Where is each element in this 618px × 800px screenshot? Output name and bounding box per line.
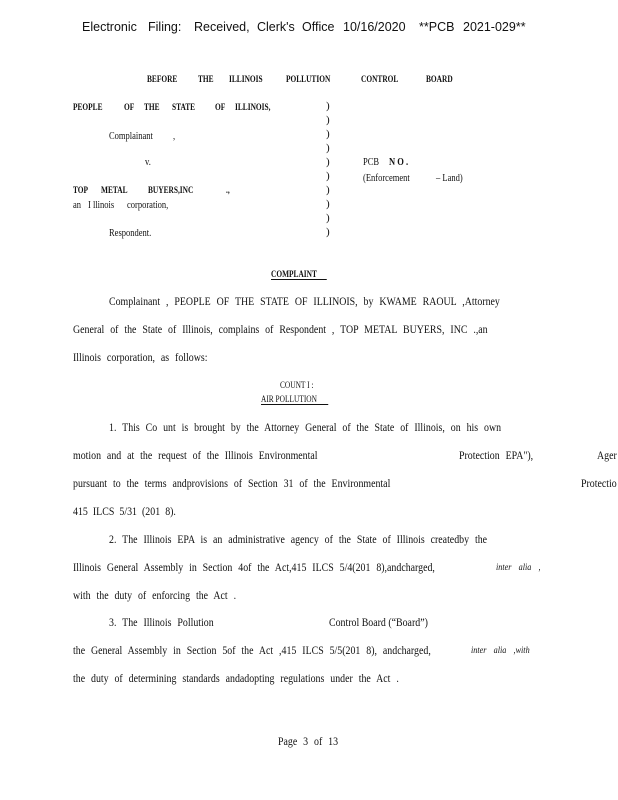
count-subheading: AIR POLLUTION [261, 394, 328, 405]
filing-header-pcb: **PCB [419, 20, 455, 34]
filing-header-received: Received, [194, 20, 250, 34]
para2-line-1: 2. The Illinois EPA is an administrative agency of the State of Illinois createdby the [109, 534, 488, 546]
caption-illinois-3: I llinois [88, 200, 115, 211]
caption-buyers: BUYERS,INC [148, 185, 194, 195]
para1-line-2a: motion and at the request of the Illinois Environmental [73, 450, 318, 462]
count-heading: COUNT I : [280, 380, 314, 390]
complaint-title: COMPLAINT [271, 269, 327, 280]
para1-line-4: 415 ILCS 5/31 (201 8). [73, 506, 176, 518]
caption-dotcomma: ., [226, 185, 230, 195]
caption-land: – Land) [436, 173, 463, 184]
caption-complainant-comma: , [173, 131, 176, 142]
page-number: Page 3 of 13 [278, 736, 339, 748]
filing-header-number: 2021-029** [463, 20, 526, 34]
caption-of-2: OF [215, 102, 226, 112]
caption-state: STATE [172, 102, 196, 112]
caption-versus: v. [145, 157, 151, 168]
caption-control: CONTROL [361, 74, 399, 84]
caption-people: PEOPLE [73, 102, 103, 112]
para2-line-2b: inter alia , [496, 563, 541, 573]
intro-line-2: General of the State of Illinois, complains of Respondent , TOP METAL BUYERS, INC .,an [73, 324, 488, 336]
caption-corporation: corporation, [127, 200, 169, 211]
caption-board: BOARD [426, 74, 453, 84]
filing-header-filing: Filing: [148, 20, 182, 34]
caption-before: BEFORE [147, 74, 178, 84]
para3-line-2b: inter alia ,with [471, 646, 530, 656]
caption-metal: METAL [101, 185, 128, 195]
para1-line-3b: Protectio [581, 478, 617, 490]
caption-illinois-2: ILLINOIS, [235, 102, 271, 112]
para1-line-1: 1. This Co unt is brought by the Attorney General of the State of Illinois, on his own [109, 422, 502, 434]
para2-line-2a: Illinois General Assembly in Section 4of the Act,415 ILCS 5/4(201 8),andcharged, [73, 562, 435, 574]
filing-header-clerks: Clerk's [257, 20, 295, 34]
intro-line-1: Complainant , PEOPLE OF THE STATE OF ILLINOIS, by KWAME RAOUL ,Attorney [109, 296, 500, 308]
caption-enforcement: (Enforcement [363, 173, 410, 184]
para1-line-2b: Protection EPA"), [459, 450, 534, 462]
para2-line-3: with the duty of enforcing the Act . [73, 590, 237, 602]
para1-line-3a: pursuant to the terms andprovisions of Section 31 of the Environmental [73, 478, 391, 490]
para1-line-2c: Ager [597, 450, 617, 462]
para3-line-1b: Control Board (“Board”) [329, 617, 428, 629]
caption-the: THE [198, 74, 214, 84]
caption-parentheses: ) ) ) ) ) ) ) ) ) ) [326, 100, 330, 238]
caption-respondent: Respondent. [109, 228, 152, 239]
filing-header-office: Office [302, 20, 335, 34]
caption-pcb: PCB [363, 157, 380, 168]
caption-top: TOP [73, 185, 89, 195]
para3-line-3: the duty of determining standards andadopting regulations under the Act . [73, 673, 399, 685]
caption-the-2: THE [144, 102, 160, 112]
caption-illinois: ILLINOIS [229, 74, 263, 84]
para3-line-2a: the General Assembly in Section 5of the Act ,415 ILCS 5/5(201 8), andcharged, [73, 645, 431, 657]
para3-line-1a: 3. The Illinois Pollution [109, 617, 214, 629]
intro-line-3: Illinois corporation, as follows: [73, 352, 208, 364]
caption-pollution: POLLUTION [286, 74, 331, 84]
caption-an: an [73, 200, 82, 211]
filing-header-electronic: Electronic [82, 20, 137, 34]
caption-complainant: Complainant [109, 131, 153, 142]
caption-of: OF [124, 102, 135, 112]
filing-header-date: 10/16/2020 [343, 20, 406, 34]
caption-no: N O . [389, 157, 409, 168]
